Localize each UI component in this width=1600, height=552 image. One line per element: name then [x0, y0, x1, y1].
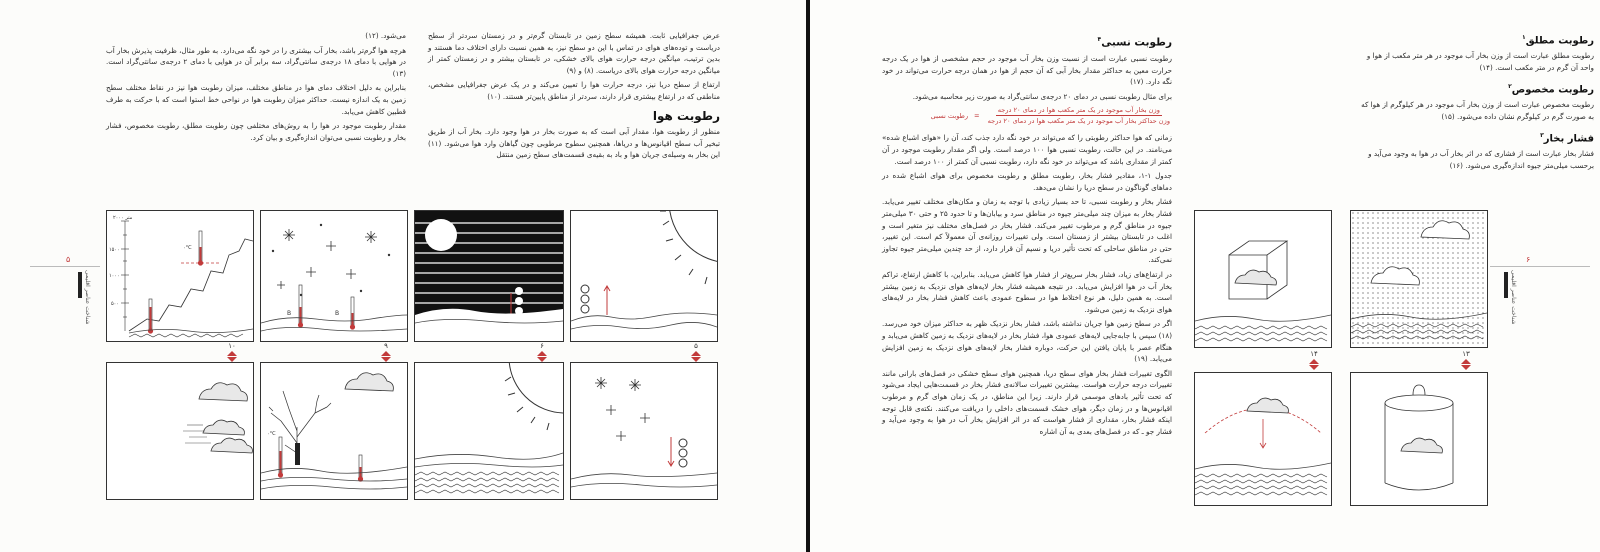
thermometer-icon — [148, 231, 203, 334]
figure-7-precipitation — [570, 362, 718, 500]
figure-12-transport — [106, 362, 254, 500]
figure-11-transpiration — [260, 362, 408, 500]
heading-text: رطوبت مخصوص — [1511, 84, 1594, 96]
section-heading — [1358, 81, 1594, 96]
left-page-left-column — [106, 30, 406, 146]
cloud-icon — [1235, 270, 1276, 285]
figure-number: ۶ — [540, 342, 544, 350]
figure-5-sun-evaporation — [570, 210, 718, 342]
figure-10-altitude — [106, 210, 254, 342]
paragraph: برای مثال رطوبت نسبی در دمای ۲۰ درجه‌ی سانتی‌گراد به صورت زیر محاسبه می‌شود. — [912, 91, 1172, 101]
chapter-tab — [78, 272, 82, 298]
paragraph: جدول ۱-۱، مقادیر فشار بخار، رطوبت مطلق و رطوبت مخصوص برای هوای اشباع شده در دماهای گوناگون در سطح دریا را نشان می‌دهد. — [882, 171, 1172, 192]
figure-number: ۱۴ — [1310, 350, 1318, 358]
moon-icon — [425, 219, 457, 251]
cloud-icon — [1247, 398, 1288, 413]
figure-number: ۱۳ — [1462, 350, 1470, 358]
cloud-icon — [199, 383, 252, 453]
humidity-heading: رطوبت هوا — [652, 108, 720, 123]
triangle-down-icon — [1461, 365, 1471, 370]
figure-9-cold-air — [260, 210, 408, 342]
paragraph: عرض جغرافیایی ثابت. همیشه سطح زمین در تابستان گرم‌تر و در زمستان سردتر از سطح دریاست و توده‌های هوای در تماس با این دو سطح نیز، به همین نسبت دارای اختلاف دما هستند و بدین ترتیب، میانگین درجه حرارت هوای بالای خشکی، در تابستان بیشتر و در زمستان کمتر از میانگین درجه حرارت هوای بالای دریاست. (۸) و (۹) — [428, 31, 720, 75]
right-page-main-column — [882, 30, 1172, 440]
paragraph: بنابراین به دلیل اختلاف دمای هوا در مناطق مختلف، میزان رطوبت هوا نیز در نقاط مختلف سطح زمین به یک اندازه نیست. حداکثر میزان رطوبت هوا در نواحی خط استوا است که با حرکت به طرف قطبین کاهش می‌یابد. — [106, 83, 406, 116]
cloud-icon — [1401, 438, 1442, 453]
section-heading — [1358, 32, 1594, 47]
paragraph: فشار بخار عبارت است از فشاری که در اثر بخار آب در هوا به وجود می‌آید و برحسب میلی‌متر جیوه اندازه‌گیری می‌شود. (۱۶) — [1368, 149, 1594, 170]
paragraph: در ارتفاع‌های زیاد، فشار بخار سریع‌تر از فشار هوا کاهش می‌یابد. بنابراین، با کاهش ارتفاع، تراکم بخار آب در هوا افزایش می‌یابد. در نتیجه همیشه فشار بخار لایه‌های هوای نزدیک به زمین بیشتر است. به همین دلیل، هر نوع اختلاط هوا در سطوح عمودی باعث کاهش فشار بخار در لایه‌های هوای نزدیک به زمین می‌شود. — [882, 270, 1172, 314]
figure-number: ۹ — [384, 342, 388, 350]
triangle-up-icon — [1461, 359, 1471, 364]
triangle-up-icon — [537, 351, 547, 356]
section-vapor-pressure — [1358, 130, 1594, 171]
cylinder-icon — [1385, 385, 1453, 490]
figure-8-evaporation-sea — [414, 362, 564, 500]
paragraph: منظور از رطوبت هوا، مقدار آبی است که به صورت بخار در هوا وجود دارد. بخار آب از طریق تبخیر آب سطح اقیانوس‌ها و دریاها، همچنین سطوح مرطوبی چون گیاهان وارد هوا می‌شود. (۱۱) این بخار به وسیله‌ی جریان هوا و باد به بقیه‌ی قسمت‌های سطح زمین منتقل — [428, 127, 720, 160]
paragraph: اگر در سطح زمین هوا جریان نداشته باشد، فشار بخار نزدیک ظهر به حداکثر میزان خود می‌رسد. (۱۸) سپس با جابه‌جایی لایه‌های عمودی هوا، فشار بخار در لایه‌های نزدیک به زمین کاهش می‌یابد و هنگام عصر با پایان یافتن این حرکت، دوباره فشار بخار لایه‌های هوای نزدیک به زمین افزایش می‌یابد. (۱۹) — [882, 319, 1172, 364]
relative-humidity-formula — [922, 105, 1172, 126]
cube-icon — [1229, 241, 1287, 299]
paragraph: فشار بخار و رطوبت نسبی، تا حد بسیار زیادی با توجه به زمان و مکان‌های مختلف تغییر می‌یابد. فشار بخار به میزان چند میلی‌متر جیوه در مناطق سرد و بیابان‌ها و تا حدود ۲۵ و حتی ۳۰ میلی‌متر جیوه در مناطق گرم و مرطوب تغییر می‌کند. فشار بخار در فصل‌های مختلف نیز متغیر است و اغلب در تابستان بیشتر از زمستان است. ولی تغییرات روزانه‌ی آن معمولاً کم است. این تغییر، حتی در مناطق ساحلی که تحت تأثیر دریا و نسیم آن قرار دارد، از حد چندین میلی‌متر جیوه تجاوز نمی‌کند. — [882, 197, 1172, 265]
margin-rule — [1490, 266, 1590, 267]
figure-16-daily-vapor-cycle — [1194, 372, 1332, 506]
right-page — [810, 0, 1600, 552]
figure-number: ۵ — [694, 342, 698, 350]
left-page-right-column — [428, 30, 720, 164]
formula-lhs: رطوبت نسبی — [930, 111, 969, 120]
figure-number: ۱۰ — [228, 342, 236, 350]
heading-text: فشار بخار — [1543, 133, 1594, 145]
paragraph: رطوبت مخصوص عبارت است از وزن بخار آب موجود در هر کیلوگرم از هوا که به صورت گرم در کیلوگرم نشان داده می‌شود. (۱۵) — [1361, 100, 1594, 121]
heading-text: رطوبت نسبی — [1101, 36, 1172, 49]
sun-icon — [505, 363, 563, 430]
thermometer-icon — [278, 437, 363, 482]
chapter-tab — [1504, 272, 1508, 298]
section-absolute-humidity — [1358, 32, 1594, 73]
sun-icon — [660, 211, 717, 284]
snowflake-icon — [595, 377, 650, 441]
paragraph: مقدار رطوبت موجود در هوا را به روش‌های مختلفی چون رطوبت مطلق، رطوبت مخصوص، فشار بخار و رطوبت نسبی می‌توان اندازه‌گیری و بیان کرد. — [106, 121, 406, 142]
footnote-mark: ۳ — [1540, 132, 1544, 140]
footnote-mark: ۱ — [1522, 34, 1526, 41]
footnote-mark: ۴ — [1097, 36, 1102, 43]
scale-label: ۲۰۰۰ متر — [113, 215, 133, 221]
paragraph: ارتفاع از سطح دریا نیز، درجه حرارت هوا را تعیین می‌کند و در یک عرض جغرافیایی مشخص، مناطقی که در ارتفاع بیشتری قرار دارند، سردتر از مناطق پایین‌تر هستند. (۱۰) — [428, 80, 720, 101]
scale-label: ۱۵۰۰ — [109, 247, 120, 253]
page-number: ۵ — [66, 255, 71, 264]
section-heading — [1358, 130, 1594, 145]
paragraph: می‌شود. (۱۲) — [365, 31, 406, 40]
folio-title: شناخت عناصر اقلیمی — [84, 270, 91, 325]
folio-title: شناخت عناصر اقلیمی — [1510, 270, 1517, 325]
margin-rule — [30, 266, 100, 267]
temperature-label: ۰°C — [267, 431, 276, 437]
altitude-scale — [121, 221, 129, 331]
thermo-label: B — [287, 310, 292, 317]
formula-denominator: وزن حداکثر بخار آب موجود در یک متر مکعب هوا در دمای ۲۰ درجه — [987, 117, 1170, 126]
bubbles-icon — [679, 439, 687, 467]
paragraph: الگوی تغییرات فشار بخار هوای سطح دریا، همچنین هوای سطح خشکی در فصل‌های بارانی مانند تغییرات درجه حرارت هواست. بیشترین تغییرات سالانه‌ی فشار بخار در قسمت‌هایی ایجاد می‌شود که تحت تأثیر بادهای موسمی قرار دارند. زیرا این مناطق، در یک زمان هوای گرم و مرطوب اقیانوس‌ها و در زمان دیگر، هوای خشک قسمت‌های داخلی را دریافت می‌کنند. نکته‌ی قابل توجه اینکه فشار بخار، مقداری از فشار هواست که در اثر افزایش بخار آب در هوا به وجود می‌آید و فشار جو ـ که در فصل‌های بعدی به آن اشاره — [882, 368, 1172, 436]
scale-label: ۱۰۰۰ — [109, 273, 120, 279]
triangle-up-icon — [691, 351, 701, 356]
heading-text: رطوبت مطلق — [1525, 35, 1594, 47]
cloud-icon — [345, 373, 393, 391]
scale-label: ۵۰۰ — [111, 301, 120, 307]
snowflake-icon — [277, 229, 377, 289]
paragraph: زمانی که هوا حداکثر رطوبتی را که می‌تواند در خود نگه دارد جذب کند، آن را «هوای اشباع شده» می‌نامند. در این حالت، رطوبت نسبی هوا ۱۰۰ درصد است. ولی اگر مقدار رطوبت موجود در آن کمتر از مقداری باشد که می‌تواند در خود نگه دارد، رطوبت نسبی آن کمتر از ۱۰۰ درصد است. — [882, 133, 1172, 166]
footnote-mark: ۲ — [1508, 83, 1512, 91]
formula-numerator: وزن بخار آب موجود در یک متر مکعب هوا در دمای ۲۰ درجه — [997, 106, 1160, 115]
figure-14-air-cube — [1194, 210, 1332, 348]
bubbles-icon — [515, 287, 523, 315]
section-heading — [882, 34, 1172, 49]
figure-15-cylinder — [1350, 372, 1488, 506]
triangle-up-icon — [1309, 359, 1319, 364]
triangle-up-icon — [227, 351, 237, 356]
paragraph: رطوبت مطلق عبارت است از وزن بخار آب موجود در هر متر مکعب از هوا و واحد آن گرم در متر مکعب است. (۱۴) — [1366, 50, 1594, 72]
right-page-definitions — [1358, 32, 1594, 173]
paragraph: رطوبت نسبی عبارت است از نسبت وزن بخار آب موجود در حجم مشخصی از هوا در یک درجه حرارت معین به حداکثر مقدار بخار آبی که آن حجم از هوا در همان درجه حرارت می‌تواند در خود نگه دارد. (۱۷) — [882, 54, 1172, 87]
figure-6-night — [414, 210, 564, 342]
page-number: ۶ — [1526, 255, 1531, 264]
bubbles-icon — [581, 285, 589, 313]
formula-equals: = — [974, 111, 980, 120]
triangle-up-icon — [381, 351, 391, 356]
paragraph: هرچه هوا گرم‌تر باشد، بخار آب بیشتری را در خود نگه می‌دارد. به طور مثال، ظرفیت پذیرش بخار آب در هوایی با دمای ۱۸ درجه‌ی سانتی‌گراد، سه برابر آن در هوایی با دمای ۲ درجه‌ی سانتی‌گراد است. (۱۳) — [106, 45, 406, 78]
triangle-down-icon — [1309, 365, 1319, 370]
temperature-label: ۰°C — [183, 245, 192, 251]
figure-13-saturated-air — [1350, 210, 1488, 348]
thermometer-icon — [298, 285, 355, 330]
section-specific-humidity — [1358, 81, 1594, 122]
thermo-label: B — [335, 310, 340, 317]
formula-fraction — [986, 105, 1172, 126]
